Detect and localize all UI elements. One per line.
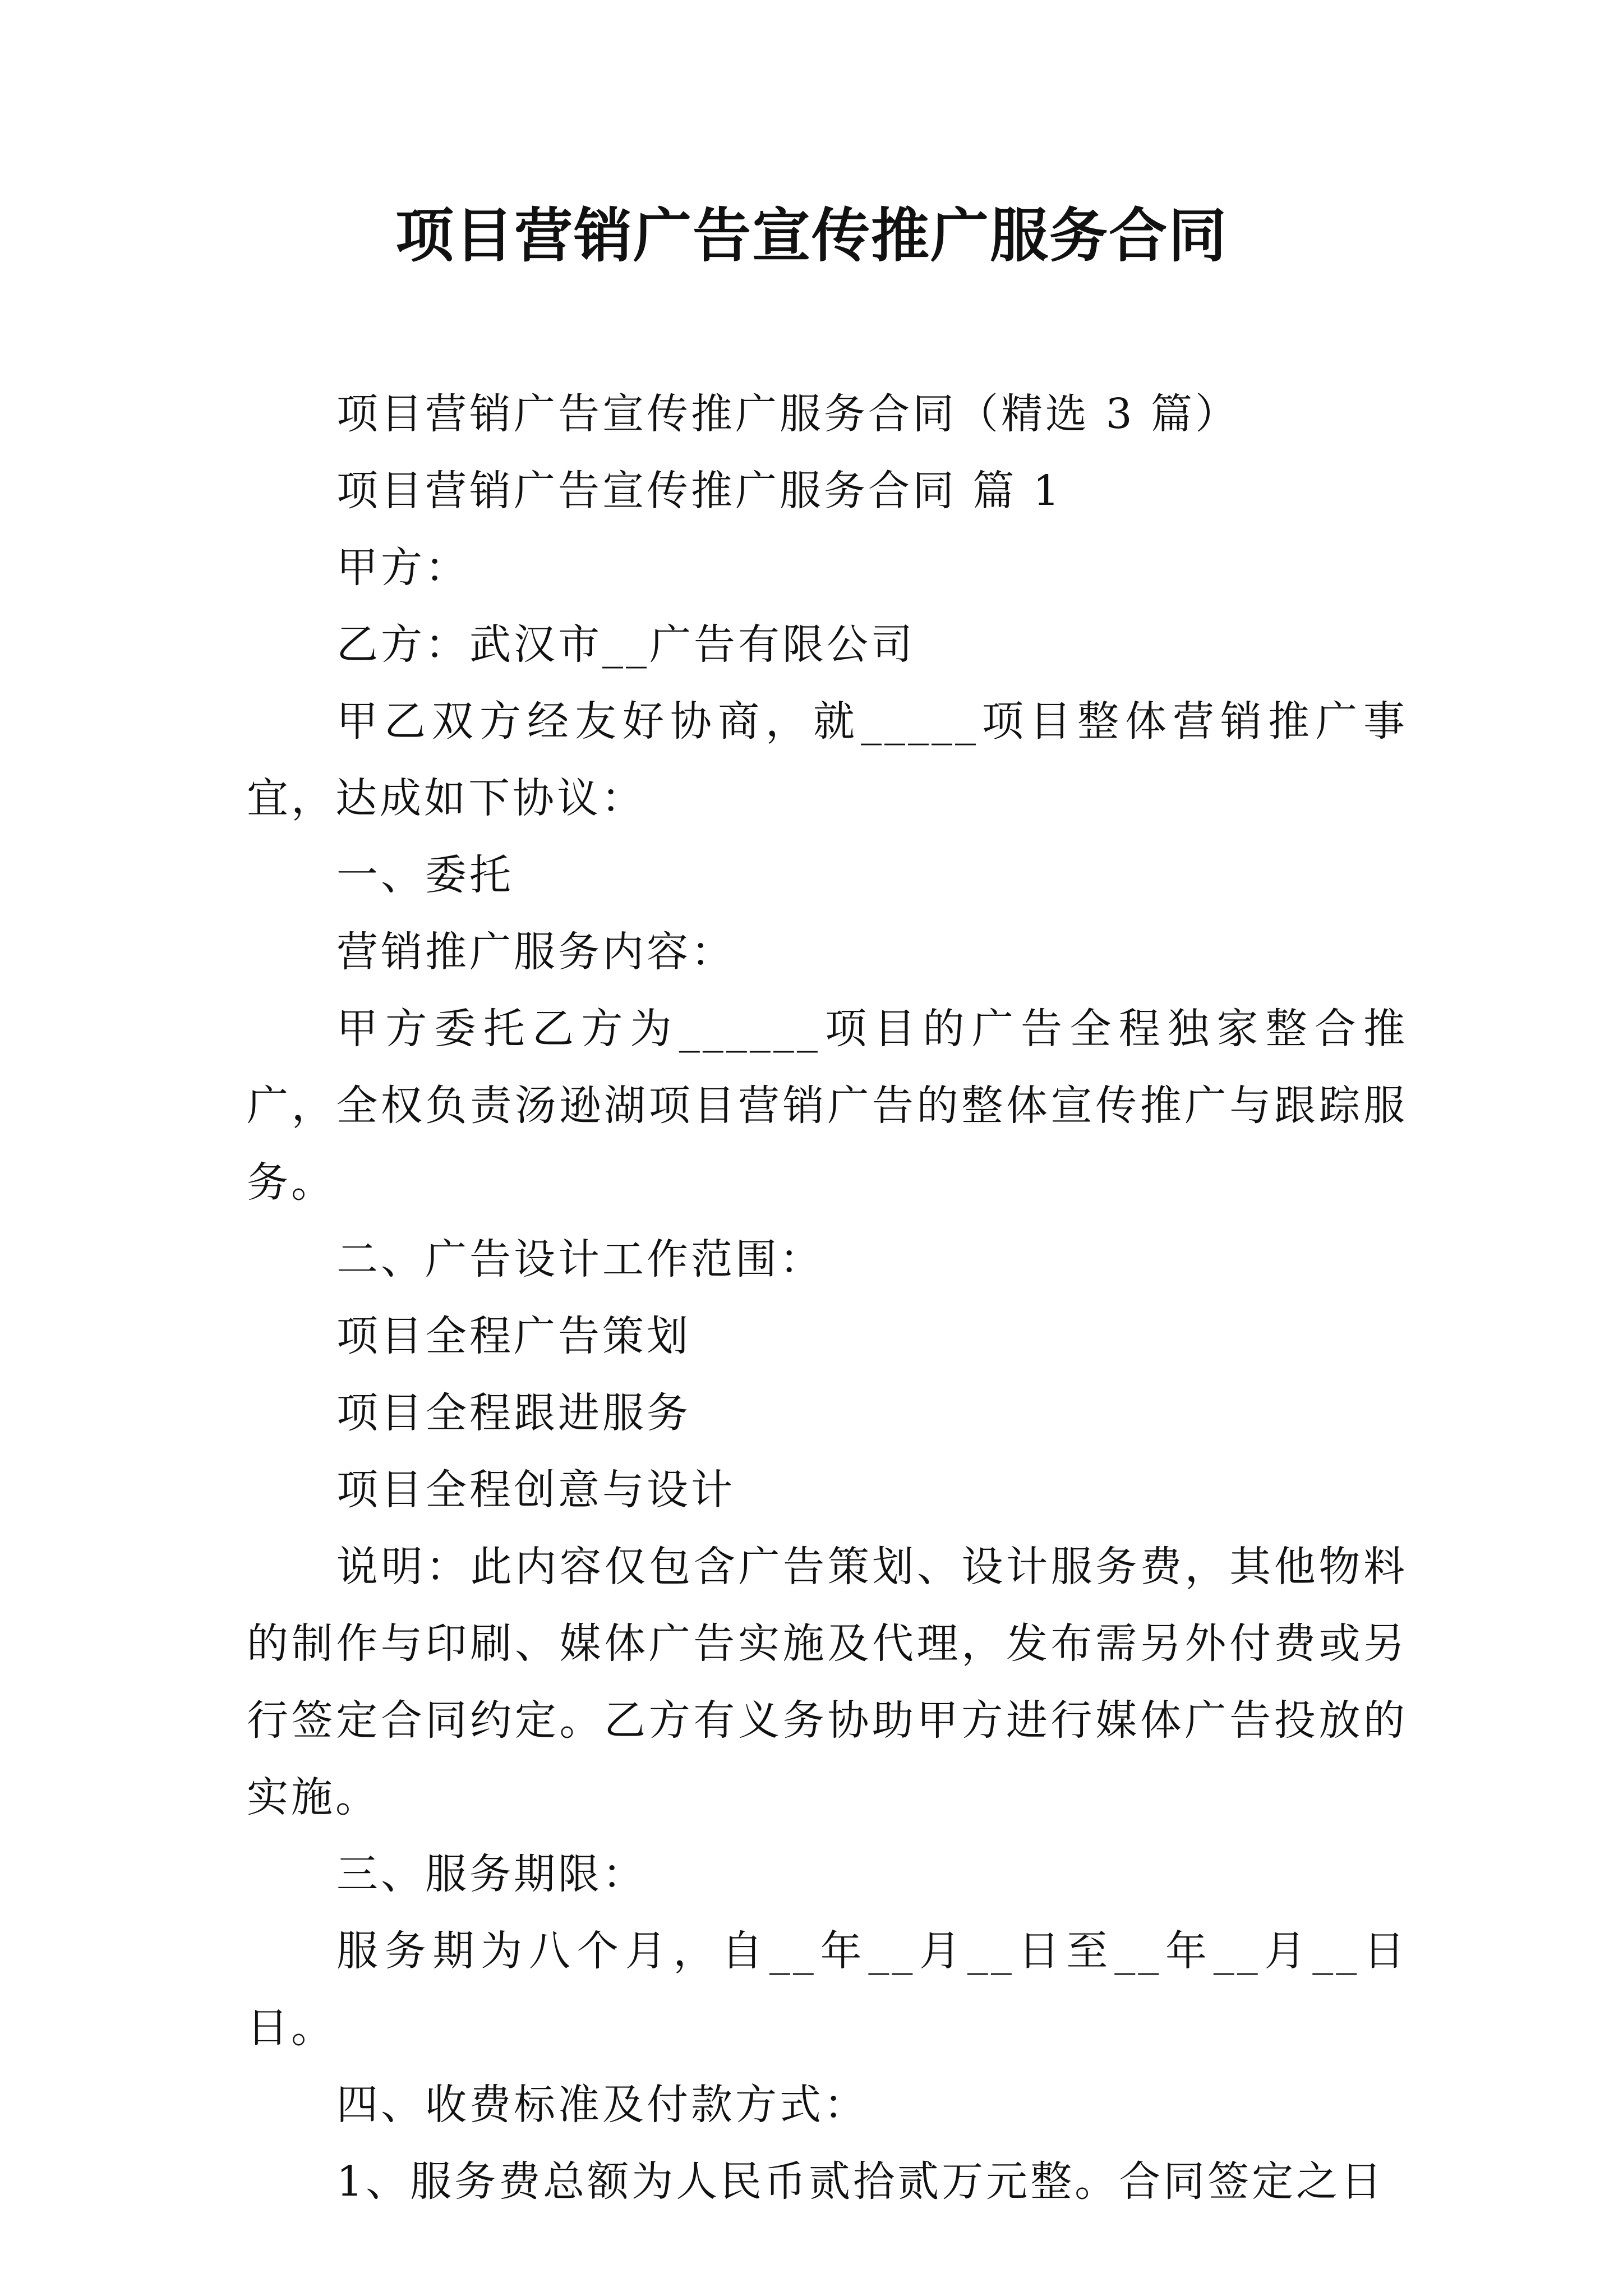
paragraph-service-period: 服务期为八个月，自__年__月__日至__年__月__日日。 — [247, 1927, 1408, 2052]
paragraph-party-a: 甲方： — [336, 544, 469, 592]
document-title: 项目营销广告宣传推广服务合同 — [395, 201, 1228, 270]
paragraph-section-heading: 项目营销广告宣传推广服务合同 篇 1 — [336, 467, 1063, 515]
document-body — [247, 376, 1408, 2220]
paragraph-scope-item-3: 项目全程创意与设计 — [336, 1466, 735, 1514]
paragraph-subtitle: 项目营销广告宣传推广服务合同（精选 3 篇） — [336, 390, 1240, 438]
paragraph-agreement-intro: 甲乙双方经友好协商，就_____项目整体营销推广事宜，达成如下协议： — [247, 697, 1408, 822]
paragraph-clause-1-heading: 一、委托 — [336, 851, 514, 899]
paragraph-scope-item-1: 项目全程广告策划 — [336, 1312, 691, 1360]
paragraph-party-b: 乙方：武汉市__广告有限公司 — [336, 620, 915, 669]
paragraph-service-content: 甲方委托乙方为______项目的广告全程独家整合推广，全权负责汤逊湖项目营销广告的整体宣传推广与跟踪服务。 — [247, 1005, 1408, 1207]
paragraph-service-content-label: 营销推广服务内容： — [336, 928, 735, 976]
paragraph-clause-4-heading: 四、收费标准及付款方式： — [336, 2081, 868, 2129]
paragraph-scope-note: 说明：此内容仅包含广告策划、设计服务费，其他物料的制作与印刷、媒体广告实施及代理，发布需另外付费或另行签定合同约定。乙方有义务协助甲方进行媒体广告投放的实施。 — [247, 1543, 1408, 1821]
paragraph-scope-item-2: 项目全程跟进服务 — [336, 1389, 691, 1437]
paragraph-fee-item-1: 1、服务费总额为人民币贰拾贰万元整。合同签定之日 — [336, 2157, 1385, 2206]
paragraph-clause-2-heading: 二、广告设计工作范围： — [336, 1235, 824, 1283]
paragraph-clause-3-heading: 三、服务期限： — [336, 1850, 647, 1898]
